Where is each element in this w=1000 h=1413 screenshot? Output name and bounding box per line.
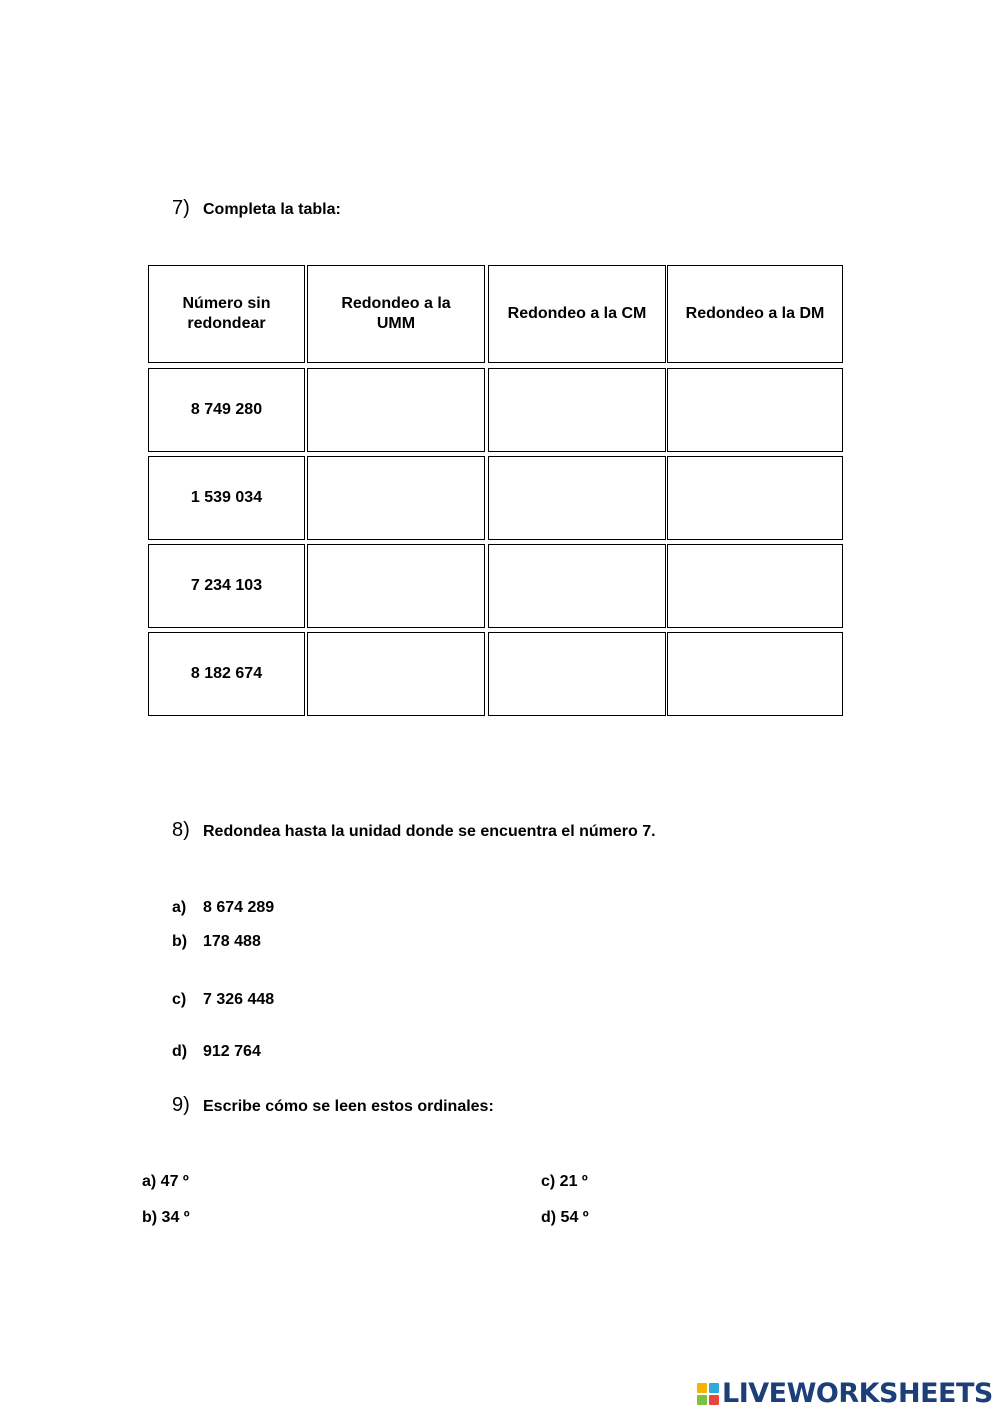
- list-item: [172, 991, 274, 1009]
- question-number: 7): [172, 197, 190, 219]
- answer-cell-cm[interactable]: [488, 632, 666, 716]
- answer-cell-umm[interactable]: [307, 456, 485, 540]
- answer-cell-umm[interactable]: [307, 368, 485, 452]
- item-value: 178 488: [203, 933, 261, 950]
- row-number: 8 749 280: [190, 401, 263, 418]
- list-item: [172, 933, 261, 951]
- ordinal-item: b) 34 º: [142, 1209, 190, 1226]
- logo-mark-icon: [697, 1383, 719, 1405]
- list-item: [172, 899, 274, 917]
- question-number: 8): [172, 819, 190, 841]
- logo-square: [697, 1383, 707, 1393]
- item-value: 912 764: [203, 1043, 261, 1060]
- table-header-cell: [307, 265, 485, 363]
- logo-text: LIVEWORKSHEETS: [722, 1378, 993, 1409]
- row-number: 1 539 034: [190, 489, 263, 506]
- item-value: 8 674 289: [203, 899, 275, 916]
- header-label: Número sin redondear: [182, 295, 271, 332]
- question-text: Completa la tabla:: [203, 201, 341, 218]
- table-header-cell: [488, 265, 666, 363]
- table-row-number-cell: [148, 456, 305, 540]
- answer-cell-cm[interactable]: [488, 456, 666, 540]
- logo-square: [709, 1383, 719, 1393]
- answer-cell-dm[interactable]: [667, 632, 843, 716]
- item-letter: d): [172, 1043, 188, 1060]
- ordinal-item: c) 21 º: [541, 1173, 588, 1190]
- answer-cell-dm[interactable]: [667, 544, 843, 628]
- item-value: 7 326 448: [203, 991, 275, 1008]
- logo-square: [697, 1395, 707, 1405]
- question-number: 9): [172, 1094, 190, 1116]
- table-header-cell: [148, 265, 305, 363]
- answer-cell-umm[interactable]: [307, 544, 485, 628]
- answer-cell-cm[interactable]: [488, 544, 666, 628]
- answer-cell-dm[interactable]: [667, 456, 843, 540]
- item-letter: b): [172, 933, 188, 950]
- question-text: Redondea hasta la unidad donde se encuentra el número 7.: [203, 823, 656, 840]
- item-letter: a): [172, 899, 187, 916]
- answer-cell-cm[interactable]: [488, 368, 666, 452]
- ordinal-item: a) 47 º: [142, 1173, 189, 1190]
- liveworksheets-logo: [697, 1378, 993, 1409]
- row-number: 8 182 674: [190, 665, 263, 682]
- answer-cell-umm[interactable]: [307, 632, 485, 716]
- answer-cell-dm[interactable]: [667, 368, 843, 452]
- question-7-heading: [172, 197, 341, 220]
- table-header-cell: [667, 265, 843, 363]
- question-8-heading: [172, 819, 656, 842]
- logo-square: [709, 1395, 719, 1405]
- header-label: Redondeo a la UMM: [341, 295, 451, 332]
- row-number: 7 234 103: [190, 577, 263, 594]
- question-text: Escribe cómo se leen estos ordinales:: [203, 1098, 494, 1115]
- item-letter: c): [172, 991, 187, 1008]
- header-label: Redondeo a la CM: [507, 305, 647, 322]
- table-row-number-cell: [148, 544, 305, 628]
- list-item: [172, 1043, 261, 1061]
- table-row-number-cell: [148, 632, 305, 716]
- ordinal-item: d) 54 º: [541, 1209, 589, 1226]
- question-9-heading: [172, 1094, 494, 1117]
- table-row-number-cell: [148, 368, 305, 452]
- header-label: Redondeo a la DM: [685, 305, 825, 322]
